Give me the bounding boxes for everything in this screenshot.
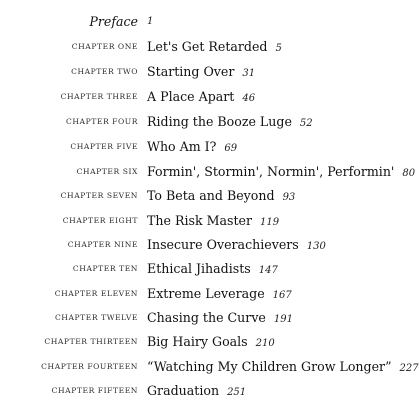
chapter-title: Formin', Stormin', Normin', Performin' (147, 163, 395, 179)
toc-entry (0, 380, 400, 400)
chapter-title: Graduation (147, 382, 220, 398)
chapter-title: “Watching My Children Grow Longer” (147, 358, 392, 374)
toc-entry-preface (0, 11, 400, 31)
chapter-title: Who Am I? (147, 138, 217, 154)
chapter-label: CHAPTER EIGHT (62, 215, 138, 225)
chapter-page-number: 147 (258, 264, 278, 276)
chapter-label: CHAPTER NINE (67, 239, 138, 249)
chapter-page-number: 119 (259, 216, 280, 228)
chapter-label: CHAPTER SIX (76, 166, 138, 176)
chapter-title: Riding the Booze Luge (147, 113, 292, 129)
chapter-title-line (147, 310, 293, 325)
preface-label: Preface (89, 13, 138, 29)
chapter-page-number: 191 (273, 313, 293, 325)
chapter-page-number: 130 (306, 240, 326, 252)
chapter-page-number: 5 (275, 42, 282, 54)
chapter-title-line (147, 114, 313, 129)
toc-entry (0, 356, 419, 376)
chapter-title: Insecure Overachievers (147, 236, 299, 252)
chapter-label: CHAPTER FOURTEEN (41, 361, 138, 371)
chapter-page-number: 46 (242, 92, 256, 104)
chapter-title-line (147, 188, 295, 203)
toc-entry (0, 111, 400, 131)
chapter-page-number: 210 (255, 337, 275, 349)
toc-entry (0, 210, 400, 230)
chapter-label: CHAPTER ONE (71, 41, 138, 51)
chapter-page-number: 80 (402, 167, 416, 179)
chapter-page-number: 227 (399, 362, 419, 374)
chapter-title: Let's Get Retarded (147, 38, 268, 54)
chapter-label: CHAPTER ELEVEN (54, 288, 138, 298)
toc-entry (0, 331, 400, 351)
chapter-label: CHAPTER FOUR (66, 116, 138, 126)
toc-entry (0, 283, 400, 303)
chapter-label: CHAPTER TWO (71, 66, 138, 76)
chapter-page-number: 93 (282, 191, 296, 203)
chapter-label: CHAPTER THIRTEEN (44, 336, 138, 346)
toc-entry (0, 36, 400, 56)
chapter-title-line (147, 64, 255, 79)
toc-entry (0, 307, 400, 327)
chapter-label: CHAPTER SEVEN (60, 190, 138, 200)
chapter-title-line (147, 261, 278, 276)
chapter-page-number: 31 (242, 67, 256, 79)
chapter-title: The Risk Master (147, 212, 252, 228)
toc-entry (0, 185, 400, 205)
chapter-label: CHAPTER TEN (72, 263, 138, 273)
chapter-title-line (147, 237, 326, 252)
chapter-title-line (147, 39, 282, 54)
chapter-title-line (147, 164, 415, 179)
toc-entry (0, 258, 400, 278)
chapter-title: Big Hairy Goals (147, 333, 248, 349)
chapter-page-number: 251 (227, 386, 247, 398)
toc-entry (0, 234, 400, 254)
chapter-title: A Place Apart (147, 88, 235, 104)
chapter-label: CHAPTER THREE (60, 91, 138, 101)
chapter-title-line (147, 383, 246, 398)
chapter-title-line (147, 359, 419, 374)
preface-page-number: 1 (147, 15, 154, 27)
toc-entry (0, 86, 400, 106)
chapter-title-line (147, 213, 279, 228)
chapter-title-line (147, 334, 275, 349)
chapter-title-line (147, 89, 255, 104)
chapter-title: Starting Over (147, 63, 235, 79)
chapter-label: CHAPTER FIVE (70, 141, 138, 151)
chapter-page-number: 52 (299, 117, 313, 129)
chapter-title: To Beta and Beyond (147, 187, 275, 203)
toc-entry (0, 136, 400, 156)
chapter-title-line (147, 286, 292, 301)
chapter-title: Extreme Leverage (147, 285, 265, 301)
chapter-label: CHAPTER FIFTEEN (51, 385, 138, 395)
chapter-title: Ethical Jihadists (147, 260, 251, 276)
toc-entry (0, 61, 400, 81)
chapter-label: CHAPTER TWELVE (54, 312, 138, 322)
chapter-page-number: 167 (272, 289, 292, 301)
chapter-title-line (147, 139, 237, 154)
chapter-title: Chasing the Curve (147, 309, 266, 325)
chapter-page-number: 69 (224, 142, 238, 154)
toc-entry (0, 161, 416, 181)
